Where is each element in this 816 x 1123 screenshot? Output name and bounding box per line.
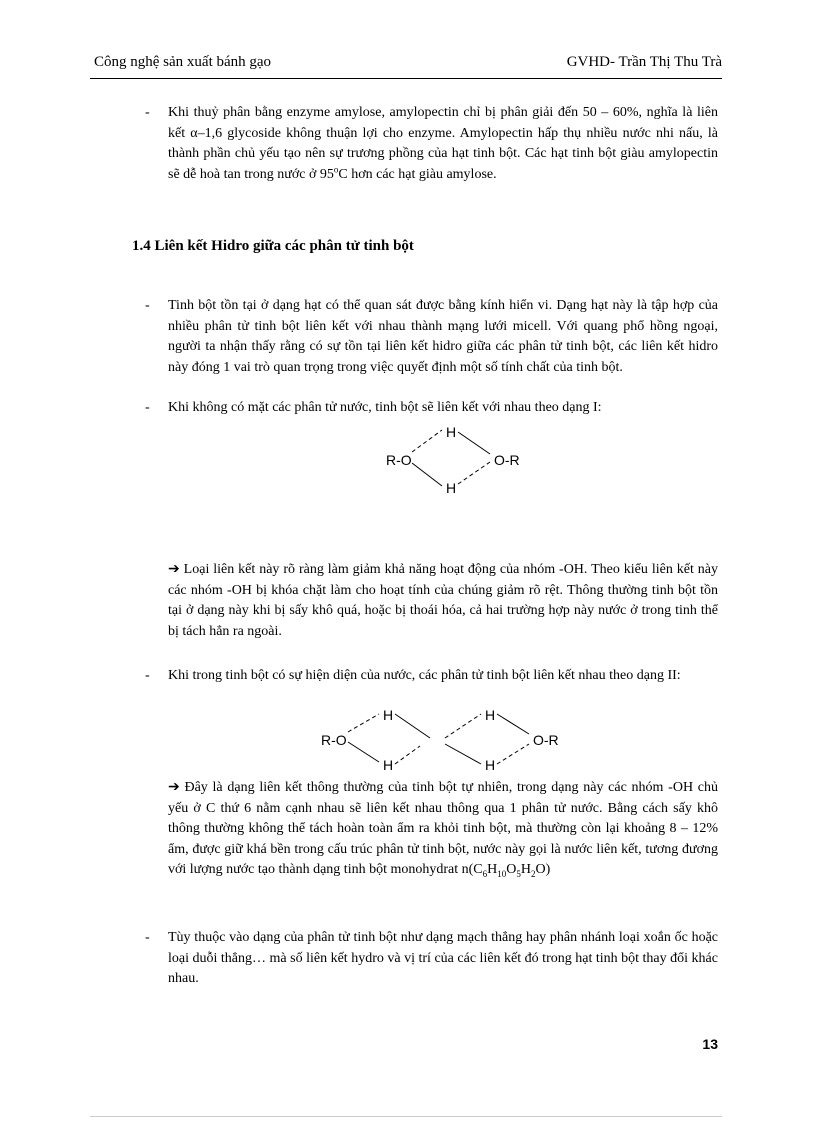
dashed-bond	[497, 744, 529, 764]
paragraph-text: Loại liên kết này rõ ràng làm giảm khả năng hoạt động của nhóm -OH. Theo kiểu liên kết này các nhóm -OH bị khóa chặt làm cho hoạt tính của chúng giảm rõ rệt. Thông thường tinh bột tồn tại ở dạng này khi bị sấy khô quá, hoặc bị thoái hóa, cả hai trường hợp này nước ở trong tinh thể bị tách hẳn ra ngoài.	[168, 562, 718, 639]
hydrogen-top: H	[446, 424, 457, 440]
paragraph-starch-granules: Tinh bột tồn tại ở dạng hạt có thể quan sát được bằng kính hiển vi. Dạng hạt này là tập hợp của nhiều phân tử tinh bột liên kết với nhau thành mạng lưới micell. Với quang phổ hồng ngoại, người ta nhận thấy rằng có sự tồn tại liên kết hidro giữa các phân tử tinh bột, các liên kết hidro này đóng 1 vai trò quan trọng trong việc quyết định một số tính chất của tinh bột.	[168, 298, 718, 375]
dashed-bond	[445, 714, 481, 738]
hydrogen-bond-diagram-1	[380, 418, 540, 502]
group-ro: R-O	[386, 452, 412, 468]
bullet-dash: -	[145, 105, 150, 120]
formula-part: O)	[535, 862, 551, 877]
formula-sub: 10	[497, 868, 507, 879]
page-header	[90, 54, 722, 79]
page-bottom-border	[90, 1116, 722, 1117]
group-ro: R-O	[321, 732, 347, 748]
formula-sub: 2	[531, 868, 536, 879]
formula-part: O	[506, 862, 517, 877]
paragraph-form-two-explanation	[168, 778, 718, 881]
formula-sub: 6	[482, 868, 488, 879]
hydrogen-3: H	[485, 707, 496, 723]
hydrogen-bond-diagram-2	[315, 702, 575, 776]
arrow-icon: ➔	[168, 562, 180, 577]
solid-bond	[348, 742, 379, 762]
bullet-dash: -	[145, 298, 150, 313]
dashed-bond	[395, 746, 420, 764]
dashed-bond	[412, 430, 442, 452]
paragraph-amylopectin	[168, 103, 718, 185]
header-instructor: GVHD- Trần Thị Thu Trà	[566, 54, 722, 70]
formula-part: monohydrat n(C	[390, 862, 483, 877]
solid-bond	[497, 714, 529, 734]
page-number: 13	[702, 1036, 718, 1052]
group-or: O-R	[494, 452, 520, 468]
arrow-icon: ➔	[168, 780, 180, 795]
solid-bond	[395, 714, 430, 738]
bullet-dash: -	[145, 668, 150, 683]
paragraph-form-two: Khi trong tinh bột có sự hiện diện của nước, các phân tử tinh bột liên kết nhau theo dạng II:	[168, 668, 681, 683]
section-heading: 1.4 Liên kết Hidro giữa các phân tử tinh bột	[132, 238, 414, 254]
formula-sub: 5	[516, 868, 521, 879]
solid-bond	[458, 432, 490, 454]
hydrogen-2: H	[383, 757, 394, 773]
hydrogen-1: H	[383, 707, 394, 723]
paragraph-text: C hơn các hạt giàu amylose.	[338, 166, 497, 182]
paragraph-form-one-explanation	[168, 560, 718, 642]
solid-bond	[445, 744, 481, 764]
bullet-dash: -	[145, 930, 150, 945]
solid-bond	[412, 463, 442, 486]
paragraph-hydrogen-bond-variation: Tùy thuộc vào dạng của phân tử tinh bột như dạng mạch thẳng hay phân nhánh loại xoắn ốc hoặc loại duỗi thẳng… mà số liên kết hydro và vị trí của các liên kết đó trong hạt tinh bột thay đổi khác nhau.	[168, 930, 718, 986]
chemical-formula	[390, 862, 550, 877]
header-course-title: Công nghệ sản xuất bánh gạo	[94, 54, 272, 70]
bullet-dash: -	[145, 400, 150, 415]
dashed-bond	[348, 714, 379, 732]
degree-sup: o	[333, 163, 339, 174]
formula-part: H	[520, 862, 531, 877]
formula-part: H	[487, 862, 498, 877]
hydrogen-4: H	[485, 757, 496, 773]
paragraph-text: Đây là dạng liên kết thông thường của tinh bột tự nhiên, trong dạng này các nhóm -OH chủ yếu ở C thứ 6 nằm cạnh nhau sẽ liên kết nhau thông qua 1 phân tử nước. Bằng cách sấy khô thông thường không thể tách hoàn toàn ẩm ra khỏi tinh bột, mà thường còn lại khoảng 8 – 12% ẩm, được giữ khá bền trong cấu trúc phân tử tinh bột, nước này gọi là nước liên kết, tương đương với lượng nước tạo thành dạng tinh bột	[168, 780, 719, 877]
hydrogen-bottom: H	[446, 480, 457, 496]
paragraph-text: Khi thuỷ phân bằng enzyme amylose, amylopectin chỉ bị phân giải đến 50 – 60%, nghĩa là liên kết α–1,6 glycoside không thuận lợi cho enzyme. Amylopectin hấp thụ nhiều nước nhi nấu, là thành phần chủ yếu tạo nên sự trương phồng của hạt tinh bột. Các hạt tinh bột giàu amylopectin sẽ dễ hoà tan trong nước ở 95	[168, 105, 718, 182]
dashed-bond	[458, 462, 490, 484]
paragraph-form-one: Khi không có mặt các phân tử nước, tinh bột sẽ liên kết với nhau theo dạng I:	[168, 400, 602, 415]
group-or: O-R	[533, 732, 559, 748]
